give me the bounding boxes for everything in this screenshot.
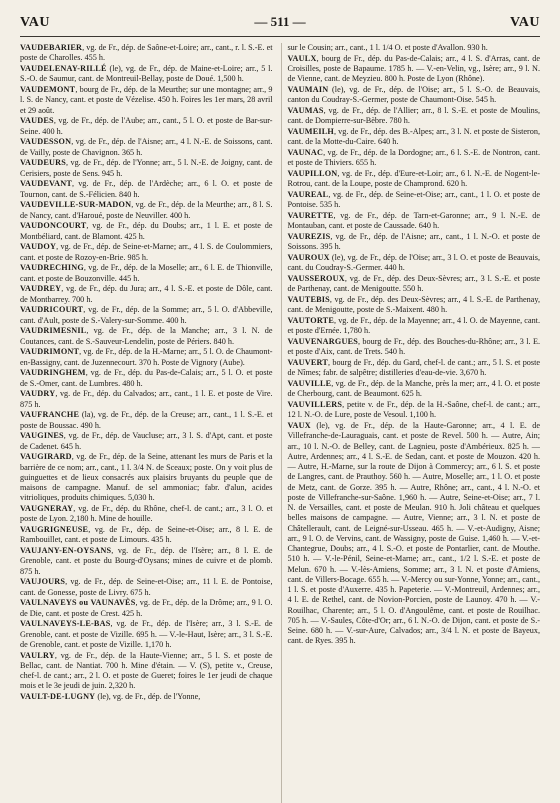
entry-headword: VAUMAIN [287, 85, 329, 94]
gazetteer-entry [20, 116, 273, 137]
entry-text: , vg. de Fr., dép. de Vaucluse; arr., 3 l. S. d'Apt, cant. et poste de Cadenet. 645 h. [20, 431, 273, 451]
entry-text: , vg. de Fr., dép. des Deux-Sèvres; arr., 3 l. S.-E. et poste de Parthenay, cant. de Menigoutte. 550 h. [287, 274, 540, 294]
running-head-right: VAU [509, 15, 540, 30]
entry-headword: VAUDRY [20, 389, 56, 399]
entry-text: , vg. de Fr., dép. de la Mayenne; arr., 4 l. O. de Mayenne, cant. et poste d'Ernée. 1,780 h. [287, 316, 540, 336]
entry-headword: VAUDEVILLE-SUR-MADON [20, 200, 132, 210]
entry-text: , vg. de Fr., dép. de la Manche, près la mer; arr., 4 l. O. et poste de Cherbourg, cant. de Beaumont. 625 h. [287, 379, 540, 399]
entry-text: , vg. de Fr., dép. de l'Yonne; arr., 5 l. N.-E. de Joigny, cant. de Cerisiers, poste de Sens. 945 h. [20, 158, 273, 178]
gazetteer-entry [288, 43, 541, 53]
gazetteer-entry [20, 651, 273, 692]
page-number: — 511 — [254, 14, 306, 29]
entry-headword: VAUDEURS [20, 158, 67, 168]
entry-text: , vg. de Fr., dép. de l'Aisne; arr., 4 l. N.-E. de Soissons, cant. de Vailly, poste de Chavignon. 365 h. [20, 137, 273, 157]
gazetteer-entry [288, 316, 541, 337]
gazetteer-entry [20, 431, 273, 452]
gazetteer-entry [288, 211, 541, 232]
gazetteer-entry [20, 305, 273, 326]
entry-headword: VAUGNERAY [20, 504, 74, 513]
gazetteer-entry [20, 410, 273, 431]
entry-headword: VAULRY [20, 650, 55, 660]
gazetteer-entry [20, 692, 273, 702]
entry-text: (le), vg. de Fr., dép. de l'Oise; arr., 3 l. O. et poste de Beauvais, cant. du Coudray-S.-Germer. 440 h. [287, 253, 540, 273]
entry-text: , vg. de Fr., dép. de la Moselle; arr., 6 l. E. de Thionville, cant. et poste de Bouzonville. 445 h. [20, 263, 273, 283]
gazetteer-entry [288, 85, 541, 106]
entry-text: , vg. de Fr., dép. du Calvados; arr., cant., 1 l. E. et poste de Vire. 875 h. [20, 389, 273, 409]
entry-text: , bourg de Fr., dép. du Pas-de-Calais; arr., 4 l. S. d'Arras, cant. de Croisilles, poste de Bapaume. 1785 h. — V.-en-Velin, vg., Isère; arr., 9 l. N. de Vienne, cant. de Meyzieu. 800 h. Poste de Lyon (Rhône). [287, 53, 540, 84]
entry-text: , vg. de Fr., dép. de la Drôme; arr., 9 l. O. de Die, cant. et poste de Crest. 425 h. [20, 598, 273, 618]
running-head-left: VAU [20, 15, 51, 30]
gazetteer-entry [20, 64, 273, 85]
gazetteer-entry [288, 400, 541, 421]
entry-headword: VAULNAVEYS-LE-BAS [20, 619, 111, 629]
gazetteer-entry [288, 54, 541, 85]
entry-text: , vg. de Fr., dép. des B.-Alpes; arr., 3 l. N. et poste de Sisteron, cant. de la Motte-du-Caire. 640 h. [287, 127, 540, 147]
gazetteer-entry [288, 190, 541, 211]
gazetteer-entry [288, 106, 541, 127]
gazetteer-entry [20, 43, 273, 64]
gazetteer-entry [20, 284, 273, 305]
entry-text: , vg. de Fr., dép. de l'Ardèche; arr., 6 l. O. et poste de Tournon, cant. de S.-Félicien. 840 h. [20, 179, 273, 199]
entry-text: (le), vg. de Fr., dép. de la Haute-Garonne; arr., 4 l. E. de Villefranche-de-Lauraguais, cant. et poste de Revel. 500 h. — Autre, Ain; arr., 10 l. N.-O. de Belley, cant. de Lagnieu, poste d'Ambérieux. 825 h. — Autre, Ardennes; arr., 4 l. S.-E. de Sedan, cant. et poste de Mouzon. 420 h. — Autre, H.-Marne, sur la route de Dijon à Commercy; arr., 6 l. S. et poste de Langres, cant. de Prauthoy. 560 h. — Autre, Moselle; arr., 1 l. O. et poste de Metz, cant. de Gorze. 395 h. — Autre, Rhône; arr., cant., 4 l. N.-O. et poste de Villefranche-sur-Saône. 1,960 h. — Autre, Seine-et-Oise; arr., 7 l. N. de Versailles, cant. et poste de Meulan. 910 h. Joli château et quelques belles maisons de campagne. — Autre, Vienne; arr., 3 l. N. et poste de Châtellerault, cant. de Leigné-sur-Usseau. 465 h. — V.-et-Audigny, Aisne; arr., 9 l. O. de Vervins, cant. de Wassigny, poste de Guise. 1,460 h. — V.-et-Chantegrue, Doubs; arr., 4 l. S.-O. et poste de Pontarlier, cant. de Mouthe. 510 h. — V.-le-Pénil, Seine-et-Marne; arr., cant., 1/2 l. S.-E. et poste de Melun. 670 h. — V.-lès-Amiens, Somme; arr., 3 l. N. et poste d'Amiens, cant. de Villers-Bocage. 655 h. — V.-Mercy ou sur-Yonne, Yonne; arr., cant., 1 l. S. et poste d'Auxerre. 435 h. Papeterie. — V.-Montreuil, Ardennes; arr., 4 l. E. de Rethel, cant. de Novion-Porcien, poste de Launoy. 470 h. — V.-Rouilhac, Charente; arr., 5 l. O. d'Angoulême, cant. et poste de Rouilhac. 705 h. — V.-Saules, Côte-d'Or; arr., 6 l. N.-O. de Dijon, cant. et poste de S.-Seine. 680 h. — V.-sur-Aure, Calvados; arr., 3/4 l. N. et poste de Bayeux, cant. de Ryes. 395 h. [287, 421, 540, 646]
gazetteer-entry [20, 179, 273, 200]
gazetteer-entry [288, 127, 541, 148]
entry-headword: VAUMEILH [287, 127, 334, 136]
entry-headword: VAUDRIMONT [20, 347, 80, 357]
entry-text: (le), vg. de Fr., dép. de Maine-et-Loire; arr., 5 l. S.-O. de Saumur, cant. de Montreuil-Bellay, poste de Doué. 1,500 h. [20, 64, 273, 84]
left-column [20, 43, 282, 803]
entry-headword: VAUJOURS [20, 577, 66, 587]
entry-headword: VAUDONCOURT [20, 221, 87, 231]
entry-text: , vg. de Fr., dép. de l'Aisne; arr., cant., 1 l. N.-O. et poste de Soissons. 395 h. [287, 232, 540, 252]
entry-text: , vg. de Fr., dép. de l'Isère; arr., 8 l. E. de Grenoble, cant. et poste du Bourg-d'Oysans; mines de cuivre et de plomb. 875 h. [20, 546, 273, 576]
entry-headword: VAUDESSON [20, 137, 72, 147]
entry-text: , vg. de Fr., dép. de Seine-et-Oise; arr., cant., 1 l. O. et poste de Pontoise. 535 h. [287, 190, 540, 210]
entry-text: , vg. de Fr., dép. des Deux-Sèvres; arr., 4 l. S.-E. de Parthenay, cant. de Menigoutte, poste de S.-Maixent. 480 h. [287, 295, 540, 315]
entry-headword: VAUDELENAY-RILLÉ [20, 64, 107, 73]
entry-text: , petite v. de Fr., dép. de la H.-Saône, chef-l. de cant.; arr., 12 l. N.-O. de Lure, poste de Vesoul. 1,100 h. [287, 400, 540, 420]
two-column-body [20, 43, 540, 803]
entry-text: , vg. de Fr., dép. de Saône-et-Loire; arr., cant., r. l. S.-E. et poste de Charolles. 455 h. [20, 43, 273, 63]
gazetteer-entry [20, 242, 273, 263]
entry-headword: VAUGIRARD [20, 452, 72, 462]
entry-headword: VAULNAVEYS ou VAUNAVÈS [20, 598, 136, 608]
entry-headword: VAUDREY [20, 284, 62, 294]
entry-headword: VAUSSEROUX [287, 274, 345, 283]
entry-headword: VAUGRIGNEUSE [20, 525, 89, 534]
entry-text: , vg. de Fr., dép. de la Manche; arr., 3 l. N. de Coutances, cant. de S.-Sauveur-Lendelin, poste de Périers. 840 h. [20, 326, 273, 346]
entry-headword: VAUDRINGHEM [20, 368, 86, 378]
gazetteer-entry [20, 368, 273, 389]
gazetteer-entry [288, 358, 541, 379]
entry-text: , vg. de Fr., dép. de la Seine, attenant les murs de Paris et la barrière de ce nom; arr., cant., 1 l. 3/4 N. de Sceaux; poste. On y voit plus de guinguettes et de lieux consacrés aux plaisirs bruyants du peuple que de maisons de campagne. Manuf. de sel ammoniac; fabr. d'alun, acides vitrioliques, produits chimiques. 5,030 h. [20, 452, 273, 503]
entry-text: (la), vg. de Fr., dép. de la Creuse; arr., cant., 1 l. S.-E. et poste de Boussac. 490 h. [20, 410, 273, 430]
entry-text: , vg. de Fr., dép. de la Dordogne; arr., 6 l. S.-E. de Nontron, cant. et poste de Thiviers. 655 h. [287, 148, 540, 168]
entry-headword: VAUDEVANT [20, 179, 72, 189]
gazetteer-entry [20, 619, 273, 650]
gazetteer-entry [20, 137, 273, 158]
gazetteer-entry [20, 546, 273, 577]
entry-headword: VAUDEBARIER [20, 43, 83, 52]
gazetteer-entry [20, 577, 273, 598]
entry-headword: VAUVENARGUES [287, 337, 358, 346]
gazetteer-entry [288, 232, 541, 253]
right-column [282, 43, 541, 803]
gazetteer-entry [288, 295, 541, 316]
entry-text: , vg. de Fr., dép. de l'Aube; arr., cant., 5 l. O. et poste de Bar-sur-Seine. 400 h. [20, 116, 273, 136]
entry-headword: VAUVERT [287, 358, 329, 367]
gazetteer-entry [288, 337, 541, 358]
entry-headword: VAUREZIS [287, 232, 331, 241]
entry-headword: VAUDRECHING [20, 263, 84, 273]
entry-headword: VAUFRANCHE [20, 410, 80, 420]
entry-headword: VAUTORTE [287, 316, 335, 325]
entry-text: , bourg de Fr., dép. des Bouches-du-Rhône; arr., 3 l. E. et poste d'Aix, cant. de Trets. 540 h. [287, 337, 540, 357]
gazetteer-entry [20, 200, 273, 221]
gazetteer-entry [288, 253, 541, 274]
gazetteer-entry [20, 326, 273, 347]
entry-headword: VAUDRIMESNIL [20, 326, 87, 336]
entry-headword: VAUDOY [20, 242, 57, 252]
entry-headword: VAUDES [20, 116, 54, 126]
entry-headword: VAUVILLERS [287, 400, 343, 409]
entry-headword: VAURETTE [287, 211, 334, 220]
gazetteer-entry [288, 421, 541, 647]
entry-headword: VAUJANY-EN-OYSANS [20, 546, 112, 555]
entry-text: (le), vg. de Fr., dép. de l'Oise; arr., 5 l. S.-O. de Beauvais, canton du Coudray-S.-Germer, poste de Chaumont-Oise. 545 h. [287, 85, 540, 105]
entry-text: , vg. de Fr., dép. de Seine-et-Marne; arr., 4 l. S. de Coulommiers, cant. et poste de Rozoy-en-Brie. 985 h. [20, 242, 273, 262]
entry-text: , vg. de Fr., dép. de Seine-et-Oise; arr., 8 l. E. de Rambouillet, cant. et poste de Limours. 435 h. [20, 525, 273, 545]
entry-text: , vg. de Fr., dép. du Doubs; arr., 1 l. E. et poste de Montbéliard, cant. de Blamont. 425 h. [20, 221, 273, 241]
entry-text: (le), vg. de Fr., dép. de l'Yonne, [95, 692, 201, 701]
entry-headword: VAUX [287, 421, 311, 430]
entry-text: , vg. de Fr., dép. du Jura; arr., 4 l. S.-E. et poste de Dôle, cant. de Montbarrey. 700 h. [20, 284, 273, 304]
entry-text: , vg. de Fr., dép. de l'Allier; arr., 8 l. S.-E. et poste de Moulins, cant. de Dompierre-sur-Bèbre. 780 h. [287, 106, 540, 126]
entry-text: , vg. de Fr., dép. d'Eure-et-Loir; arr., 6 l. N.-E. de Nogent-le-Rotrou, cant. de la Loupe, poste de Champrond. 620 h. [287, 169, 540, 189]
entry-text: , vg. de Fr., dép. de Tarn-et-Garonne; arr., 9 l. N.-E. de Montauban, cant. et poste de Caussade. 640 h. [287, 211, 540, 231]
gazetteer-entry [20, 347, 273, 368]
entry-headword: VAUGINES [20, 431, 64, 441]
entry-headword: VAUMAS [287, 106, 324, 115]
gazetteer-entry [20, 85, 273, 116]
gazetteer-entry [20, 525, 273, 546]
entry-text: sur le Cousin; arr., cant., 1 l. 1/4 O. et poste d'Avallon. 930 h. [287, 43, 488, 52]
entry-text: , vg. de Fr., dép. de la Meurthe; arr., 8 l. S. de Nancy, cant. d'Haroué, poste de Neuviller. 400 h. [20, 200, 273, 220]
entry-text: , vg. de Fr., dép. de la H.-Marne; arr., 5 l. O. de Chaumont-en-Bassigny, cant. de Juzennecourt. 370 h. Poste de Vignory (Aube). [20, 347, 273, 367]
entry-text: , vg. de Fr., dép. du Pas-de-Calais; arr., 5 l. O. et poste de S.-Omer, cant. de Lumbres. 480 h. [20, 368, 273, 388]
entry-headword: VAUREAL [287, 190, 329, 199]
entry-headword: VAUNAC [287, 148, 324, 157]
gazetteer-entry [20, 221, 273, 242]
gazetteer-entry [20, 389, 273, 410]
entry-text: , vg. de Fr., dép. de Seine-et-Oise; arr., 11 l. E. de Pontoise, cant. de Gonesse, poste de Livry. 675 h. [20, 577, 273, 597]
entry-text: , vg. de Fr., dép. du Rhône, chef-l. de cant.; arr., 3 l. O. et poste de Lyon. 2,180 h. Mine de houille. [20, 504, 273, 524]
gazetteer-entry [288, 379, 541, 400]
gazetteer-entry [20, 452, 273, 503]
entry-headword: VAULT-DE-LUGNY [20, 692, 96, 701]
entry-headword: VAULX [287, 53, 317, 63]
entry-text: , vg. de Fr., dép. de l'Isère; arr., 3 l. S.-E. de Grenoble, cant. et poste de Vizille. 695 h. — V.-le-Haut, Isère; arr., 3 l. S.-E. de Grenoble, cant. et poste de Vizille. 1,170 h. [20, 619, 273, 649]
gazetteer-entry [288, 169, 541, 190]
entry-headword: VAUTEBIS [287, 295, 330, 304]
gazetteer-entry [20, 504, 273, 525]
gazetteer-entry [20, 158, 273, 179]
gazetteer-entry [288, 274, 541, 295]
gazetteer-entry [288, 148, 541, 169]
entry-text: , bourg de Fr., dép. de la Meurthe; sur une montagne; arr., 9 l. S. de Nancy, cant. et poste de Vézelise. 450 h. Foires les 1er mars, 28 avril et 29 août. [20, 85, 273, 115]
entry-headword: VAUROUX [287, 253, 330, 262]
entry-headword: VAUPILLON [287, 169, 338, 178]
entry-text: , vg. de Fr., dép. de la Somme; arr., 5 l. O. d'Abbeville, cant. d'Ault, poste de S.-Valery-sur-Somme. 400 h. [20, 305, 273, 325]
gazetteer-entry [20, 263, 273, 284]
entry-headword: VAUVILLE [287, 379, 332, 388]
entry-text: , vg. de Fr., dép. de la Haute-Vienne; arr., 5 l. S. et poste de Bellac, cant. de Nantiat. 700 h. Mine d'étain. — V. (S), petite v., Creuse, chef-l. de cant.; arr., 2 l. O. et poste de Gueret; foires le 1er jeudi de chaque mois et le 3e jeudi de juin. 2,320 h. [20, 650, 273, 691]
page-header [20, 14, 540, 37]
gazetteer-entry [20, 598, 273, 619]
entry-text: , bourg de Fr., dép. du Gard, chef-l. de cant.; arr., 5 l. S. et poste de Nîmes; fabr. de salpêtre; distilleries d'eau-de-vie. 3,670 h. [287, 358, 540, 378]
entry-headword: VAUDRICOURT [20, 305, 84, 315]
entry-headword: VAUDEMONT [20, 85, 76, 94]
